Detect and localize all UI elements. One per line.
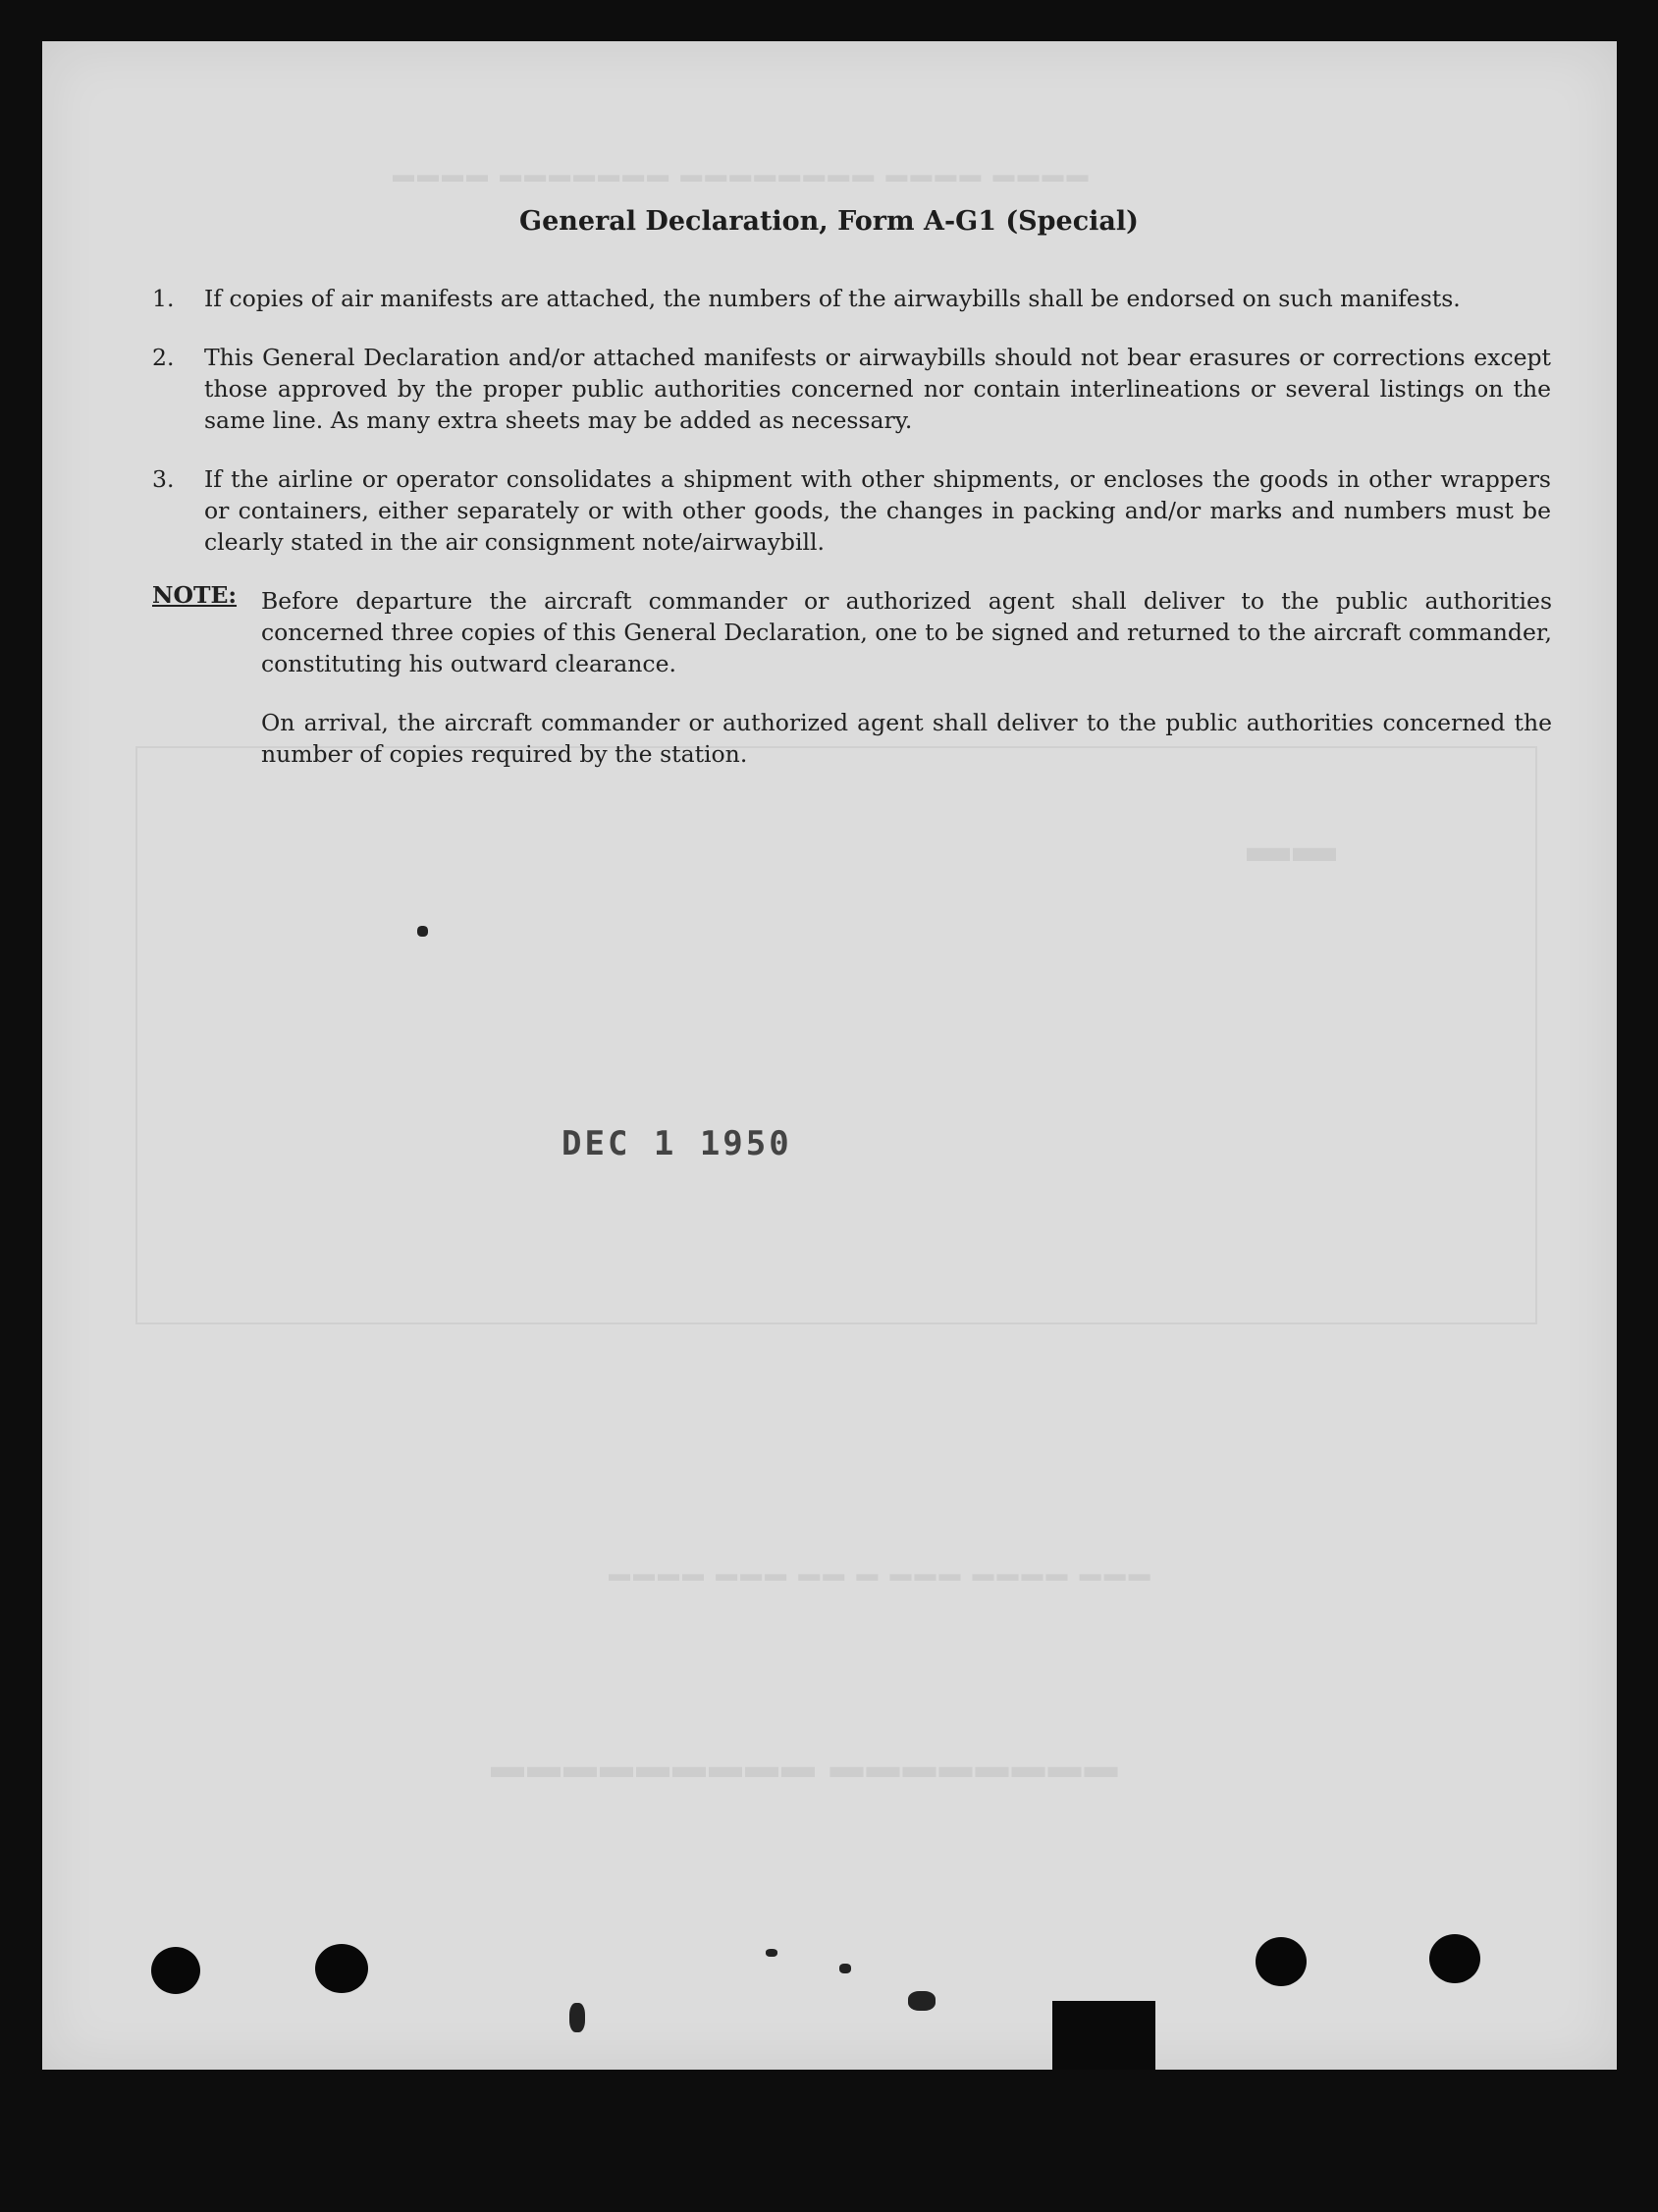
punch-hole — [315, 1944, 368, 1993]
ink-speck — [839, 1964, 851, 1973]
date-stamp: DEC 1 1950 — [562, 1124, 792, 1163]
bleed-through-text: ▬▬▬▬ ▬▬▬ ▬▬ ▬ ▬▬▬ ▬▬▬▬ ▬▬▬ — [609, 1561, 1153, 1586]
item-text: If copies of air manifests are attached, the numbers of the airwaybills shall be endorsed on such manifests. — [204, 285, 1461, 312]
ink-speck — [766, 1949, 777, 1957]
ink-speck — [417, 926, 428, 937]
bleed-through-text: ▬▬ — [1247, 823, 1339, 871]
note-label: NOTE: — [152, 581, 238, 609]
note-paragraph: On arrival, the aircraft commander or authorized agent shall deliver to the public authorities concerned the number of copies required by the station. — [261, 709, 1552, 768]
bleed-through-text: ▬▬▬▬▬▬▬▬▬ ▬▬▬▬▬▬▬▬ — [491, 1748, 1121, 1785]
item-text: If the airline or operator consolidates a shipment with other shipments, or encloses the goods in other wrappers or containers, either separately or with other goods, the changes in packing and/or marks and numbers must be clearly stated in the air consignment note/airwaybill. — [204, 465, 1551, 556]
punch-hole — [1256, 1937, 1307, 1986]
bleed-through-table — [135, 746, 1537, 1324]
list-item — [152, 283, 1551, 314]
item-number: 3. — [152, 465, 175, 493]
page-title: General Declaration, Form A-G1 (Special) — [519, 206, 1139, 237]
list-item — [152, 463, 1551, 558]
item-number: 1. — [152, 285, 175, 312]
item-text: This General Declaration and/or attached manifests or airwaybills should not bear erasures or corrections except those approved by the proper public authorities concerned nor contain interlineations or several listings on the same line. As many extra sheets may be added as necessary. — [204, 344, 1551, 434]
punch-hole — [1429, 1934, 1480, 1983]
item-number: 2. — [152, 344, 175, 371]
ink-speck — [908, 1991, 936, 2011]
ink-speck — [569, 2003, 585, 2032]
list-item — [152, 342, 1551, 436]
scan-shadow — [1052, 2001, 1155, 2070]
bleed-through-text: ▬▬▬▬ ▬▬▬▬▬▬▬ ▬▬▬▬▬▬▬▬ ▬▬▬▬ ▬▬▬▬ — [393, 162, 1092, 187]
punch-hole — [151, 1947, 200, 1994]
note-paragraph: Before departure the aircraft commander or authorized agent shall deliver to the public authorities concerned three copies of this General Declaration, one to be signed and returned to the aircraft commander, constituting his outward clearance. — [261, 587, 1552, 677]
